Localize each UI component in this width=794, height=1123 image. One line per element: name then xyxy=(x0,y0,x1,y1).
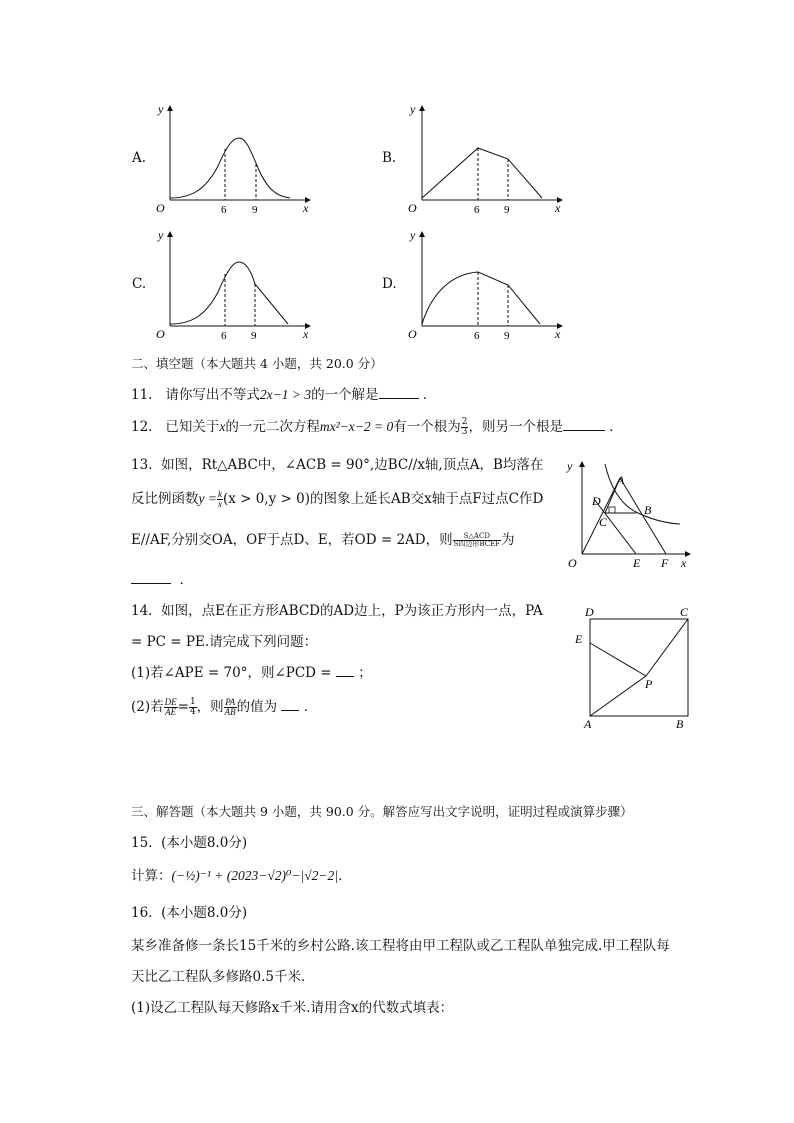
fig13-point-f: F xyxy=(661,556,669,570)
fig13-point-c: C xyxy=(599,515,608,529)
axis-x-label: x xyxy=(555,201,561,215)
fig13-point-b: B xyxy=(644,503,652,517)
origin-label: O xyxy=(408,201,417,215)
q14-part2-text1: (2)若 xyxy=(131,699,164,715)
q16-score: (本小题8.0分) xyxy=(161,905,248,921)
q11-answer-blank[interactable] xyxy=(379,398,419,399)
q12-text2: 的一元二次方程 xyxy=(225,419,320,435)
q13-fraction-k-x: $\frac{k}{x}$ xyxy=(217,489,222,509)
fig13-origin: O xyxy=(568,556,577,570)
question-15-header xyxy=(131,835,247,851)
origin-label: O xyxy=(408,327,417,341)
q13-line2c: (x > 0,y > 0)的图象上延长AB交x轴于点F过点C作D xyxy=(222,491,544,507)
q13-end: ． xyxy=(179,572,194,588)
tick-6: 6 xyxy=(221,204,227,216)
q14-fraction-de-ae: $\frac{DE}{AE}$ xyxy=(164,697,177,717)
q13-line3b: 为 xyxy=(501,532,515,548)
q14-part2-text3: 的值为 xyxy=(236,699,278,715)
fig13-point-e: E xyxy=(633,556,641,570)
q14-part2-end: ． xyxy=(303,699,318,715)
fig14-point-p: P xyxy=(645,677,653,691)
q11-expr: 2x−1 > 3 xyxy=(259,387,312,402)
tick-6: 6 xyxy=(221,330,227,342)
fig14-point-e: E xyxy=(575,632,583,646)
q12-end: ． xyxy=(609,419,623,435)
section-2-title: 二、填空题（本大题共 4 小题，共 20.0 分） xyxy=(131,356,383,371)
q14-part2-eq: = xyxy=(177,699,189,715)
q11-number: 11. xyxy=(131,387,153,403)
graph-option-d xyxy=(402,222,572,342)
q13-line2b: y = xyxy=(198,491,217,506)
q14-part1-end: ； xyxy=(358,665,372,681)
axis-x-label: x xyxy=(303,201,309,215)
q12-expr: mx²−x−2 = 0 xyxy=(319,419,394,434)
axis-x-label: x xyxy=(303,327,309,341)
tick-6: 6 xyxy=(474,204,480,216)
fig13-point-d: D xyxy=(592,494,601,508)
q11-text2: 的一个解是 xyxy=(311,387,379,403)
option-c-label: C. xyxy=(132,276,147,292)
question-14-part1 xyxy=(131,665,372,681)
q12-text1: 已知关于 xyxy=(165,419,220,435)
q15-score: (本小题8.0分) xyxy=(161,835,248,851)
q12-text4: ，则另一个根是 xyxy=(468,419,563,435)
q12-text3: 有一个根为 xyxy=(393,419,461,435)
origin-label: O xyxy=(156,201,165,215)
q15-expression: (−½)⁻¹ + (2023−√2)⁰−|√2−2|． xyxy=(171,868,352,883)
origin-label: O xyxy=(156,327,165,341)
q14-fraction-pa-ab: $\frac{PA}{AB}$ xyxy=(224,697,236,717)
graph-option-a xyxy=(150,96,320,216)
q13-area-ratio: $\frac{\text{S△ACD}}{\text{S四边形BCEF}}$ xyxy=(453,532,501,548)
q16-number: 16. xyxy=(131,905,153,921)
fig13-point-a: A xyxy=(617,473,625,487)
question-13-line2 xyxy=(131,490,543,509)
question-14-line1 xyxy=(131,603,543,619)
q14-part1-blank[interactable] xyxy=(336,676,354,677)
axis-y-label: y xyxy=(410,228,416,242)
q15-number: 15. xyxy=(131,835,153,851)
question-13-line3 xyxy=(131,532,515,548)
q13-number: 13. xyxy=(131,457,153,473)
q15-text: 计算： xyxy=(131,868,172,884)
question-13-line4 xyxy=(131,572,193,588)
q14-part2-blank[interactable] xyxy=(281,710,299,711)
tick-9: 9 xyxy=(504,204,510,216)
q13-figure xyxy=(558,456,698,574)
question-12 xyxy=(131,418,623,437)
q12-answer-blank[interactable] xyxy=(563,430,605,431)
q14-number: 14. xyxy=(131,603,153,619)
question-16-header xyxy=(131,905,247,921)
q11-text1: 请你写出不等式 xyxy=(165,387,260,403)
q12-fraction: $\frac{2}{3}$ xyxy=(461,417,468,437)
q13-answer-blank[interactable] xyxy=(131,583,171,584)
q14-fraction-1-4: $\frac{1}{4}$ xyxy=(189,697,196,717)
q11-end: ． xyxy=(422,387,437,403)
graph-option-c xyxy=(150,222,320,342)
option-d-label: D. xyxy=(382,276,397,292)
q12-var: x xyxy=(219,419,226,434)
q12-number: 12. xyxy=(131,419,153,435)
option-b-label: B. xyxy=(382,150,397,166)
fig14-point-c: C xyxy=(680,605,689,619)
q16-line1: 某乡准备修一条长15千米的乡村公路.该工程将由甲工程队或乙工程队单独完成.甲工程队每 xyxy=(131,938,670,954)
q14-line2: = PC = PE.请完成下列问题： xyxy=(131,634,318,650)
q16-line3: (1)设乙工程队每天修路x千米.请用含x的代数式填表： xyxy=(131,1000,454,1016)
tick-9: 9 xyxy=(251,330,257,342)
q13-line1: 如图，Rt△ABC中，∠ACB = 90°,边BC//x轴,顶点A，B均落在 xyxy=(161,457,544,473)
question-11 xyxy=(131,387,436,403)
question-13-line1 xyxy=(131,457,543,473)
tick-9: 9 xyxy=(504,330,510,342)
axis-x-label: x xyxy=(555,327,561,341)
q16-line2: 天比乙工程队多修路0.5千米． xyxy=(131,969,315,985)
q14-part2-text2: ，则 xyxy=(196,699,224,715)
fig13-axis-x: x xyxy=(681,556,687,570)
fig13-axis-y: y xyxy=(567,459,573,473)
q13-line3a: E//AF,分别交OA，OF于点D、E，若OD = 2AD，则 xyxy=(131,532,453,548)
tick-6: 6 xyxy=(474,330,480,342)
fig14-point-a: A xyxy=(584,717,592,731)
section-3-title: 三、解答题（本大题共 9 小题，共 90.0 分。解答应写出文字说明，证明过程或演算步骤） xyxy=(131,804,633,819)
axis-y-label: y xyxy=(158,102,164,116)
q14-figure xyxy=(572,600,697,734)
option-a-label: A. xyxy=(132,150,147,166)
fig14-point-d: D xyxy=(585,605,594,619)
axis-y-label: y xyxy=(410,102,416,116)
axis-y-label: y xyxy=(158,228,164,242)
tick-9: 9 xyxy=(252,204,258,216)
question-14-part2 xyxy=(131,698,317,717)
question-15-body xyxy=(131,868,351,884)
fig14-point-b: B xyxy=(676,717,684,731)
q13-line2a: 反比例函数 xyxy=(131,491,199,507)
q14-part1-text: (1)若∠APE = 70°，则∠PCD = xyxy=(131,665,332,681)
graph-option-b xyxy=(402,96,572,216)
q14-line1: 如图，点E在正方形ABCD的AD边上，P为该正方形内一点，PA xyxy=(161,603,543,619)
